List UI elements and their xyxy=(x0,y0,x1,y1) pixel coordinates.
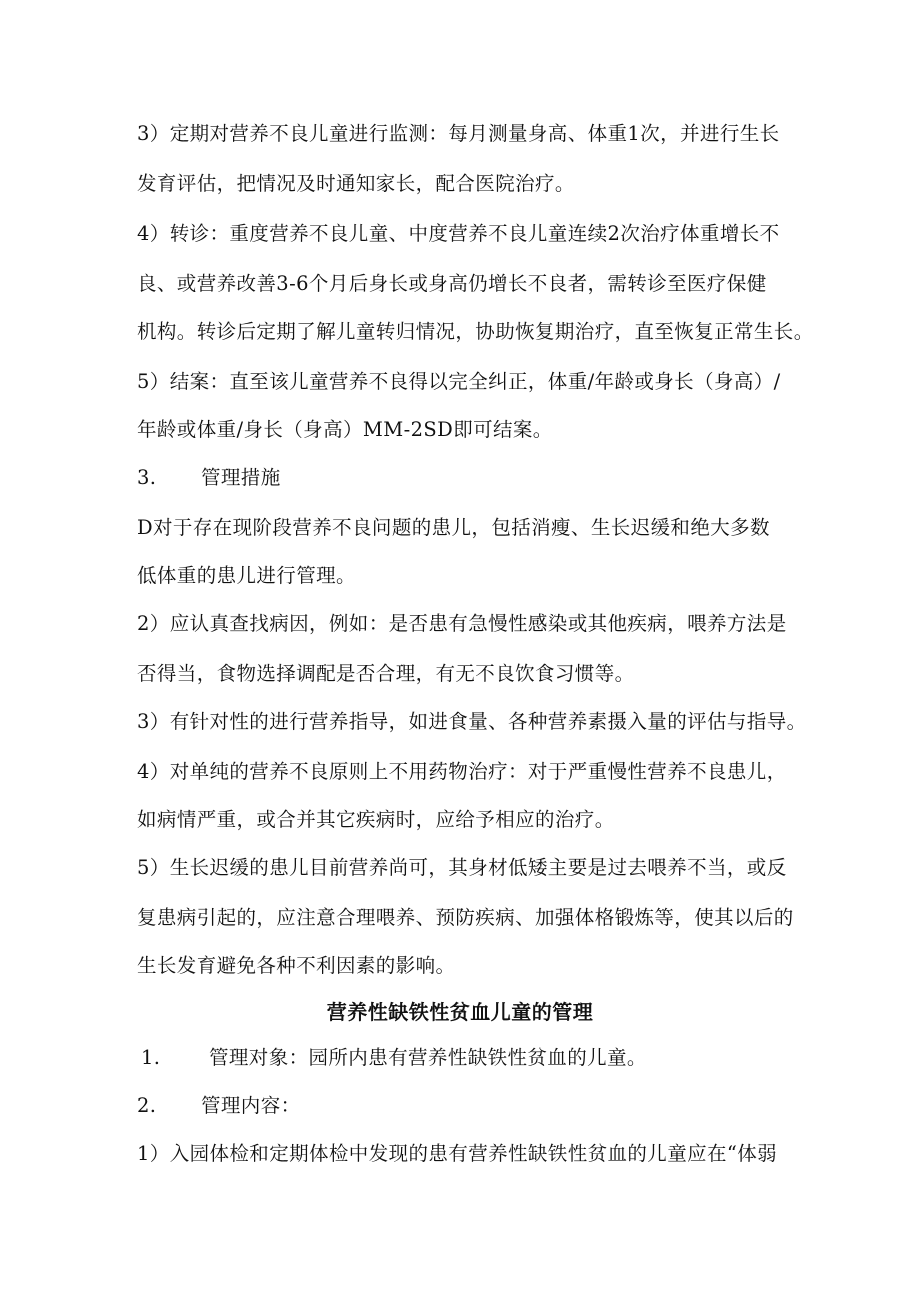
section-title: 管理措施 xyxy=(201,466,281,489)
paragraph-line: 发育评估，把情况及时通知家长，配合医院治疗。 xyxy=(137,172,575,195)
paragraph-line: 1）入园体检和定期体检中发现的患有营养性缺铁性贫血的儿童应在“体弱 xyxy=(137,1142,778,1165)
section-title-anemia: 营养性缺铁性贫血儿童的管理 xyxy=(326,1000,594,1024)
item-text: 管理对象：园所内患有营养性缺铁性贫血的儿童。 xyxy=(209,1046,647,1069)
paragraph-line: 良、或营养改善3-6个月后身长或身高仍增长不良者，需转诊至医疗保健 xyxy=(137,272,767,295)
paragraph-line: 4）对单纯的营养不良原则上不用药物治疗：对于严重慢性营养不良患儿， xyxy=(137,760,787,783)
paragraph-line: 年龄或体重/身长（身高）MM-2SD即可结案。 xyxy=(137,418,553,441)
paragraph-line: 复患病引起的，应注意合理喂养、预防疾病、加强体格锻炼等，使其以后的 xyxy=(137,906,794,929)
paragraph-line: 4）转诊：重度营养不良儿童、中度营养不良儿童连续2次治疗体重增长不 xyxy=(137,222,780,245)
paragraph-line: 如病情严重，或合并其它疾病时，应给予相应的治疗。 xyxy=(137,808,615,831)
paragraph-line: 2）应认真查找病因，例如：是否患有急慢性感染或其他疾病，喂养方法是 xyxy=(137,612,787,635)
list-item xyxy=(141,1046,647,1070)
item-number: 1. xyxy=(141,1046,161,1069)
paragraph-line: 低体重的患儿进行管理。 xyxy=(137,564,356,587)
section-number: 3. xyxy=(137,466,157,489)
paragraph-line: D对于存在现阶段营养不良问题的患儿，包括消瘦、生长迟缓和绝大多数 xyxy=(137,516,770,539)
section-heading xyxy=(137,466,281,490)
paragraph-line: 生长发育避免各种不利因素的影响。 xyxy=(137,954,456,977)
paragraph-line: 3）定期对营养不良儿童进行监测：每月测量身高、体重1次，并进行生长 xyxy=(137,122,780,145)
item-number: 2. xyxy=(137,1094,157,1117)
list-item xyxy=(137,1094,301,1118)
paragraph-line: 否得当，食物选择调配是否合理，有无不良饮食习惯等。 xyxy=(137,662,635,685)
paragraph-line: 5）结案：直至该儿童营养不良得以完全纠正，体重/年龄或身长（身高）/ xyxy=(137,370,781,393)
paragraph-line: 3）有针对性的进行营养指导，如进食量、各种营养素摄入量的评估与指导。 xyxy=(137,710,807,733)
paragraph-line: 5）生长迟缓的患儿目前营养尚可，其身材低矮主要是过去喂养不当，或反 xyxy=(137,856,787,879)
item-text: 管理内容： xyxy=(201,1094,301,1117)
paragraph-line: 机构。转诊后定期了解儿童转归情况，协助恢复期治疗，直至恢复正常生长。 xyxy=(137,320,814,343)
